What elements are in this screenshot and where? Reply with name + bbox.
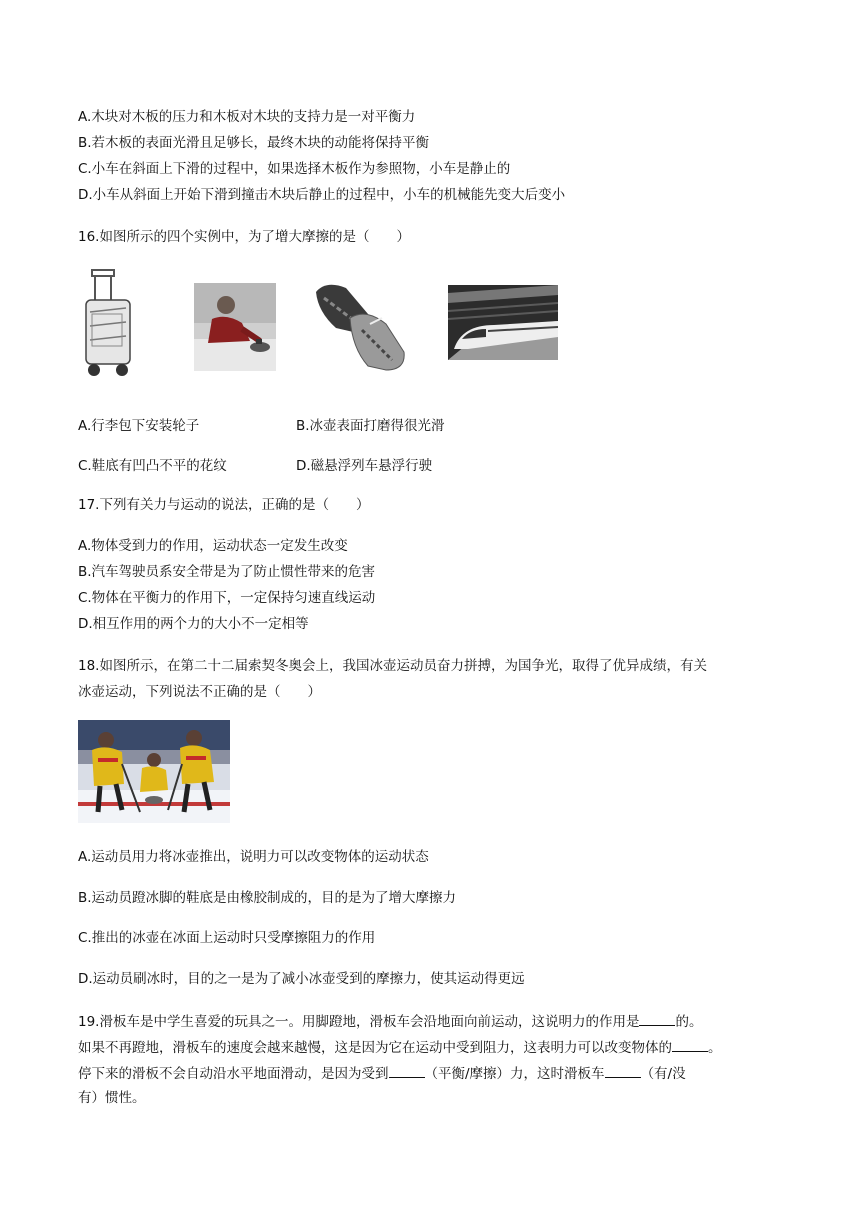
- sneakers-image: [306, 278, 408, 374]
- maglev-train-image: [448, 285, 558, 360]
- q19-line3: 停下来的滑板不会自动沿水平地面滑动，是因为受到 （平衡/摩擦）力，这时滑板车 （有/没: [78, 1063, 686, 1083]
- q16-option-d: D.磁悬浮列车悬浮行驶: [296, 458, 433, 474]
- q18-option-a: A.运动员用力将冰壶推出，说明力可以改变物体的运动状态: [78, 849, 429, 865]
- answer-blank-2[interactable]: [672, 1037, 708, 1052]
- answer-blank-1[interactable]: [639, 1011, 675, 1026]
- q18-option-b: B.运动员蹬冰脚的鞋底是由橡胶制成的，目的是为了增大摩擦力: [78, 890, 457, 906]
- q17-option-b: B.汽车驾驶员系安全带是为了防止惯性带来的危害: [78, 564, 376, 580]
- q18-option-d: D.运动员刷冰时，目的之一是为了减小冰壶受到的摩擦力，使其运动得更远: [78, 971, 525, 987]
- q16-stem: 16.如图所示的四个实例中，为了增大摩擦的是（ ）: [78, 229, 410, 245]
- curling-team-image: [78, 720, 230, 823]
- answer-blank-4[interactable]: [605, 1063, 641, 1078]
- answer-blank-3[interactable]: [389, 1063, 425, 1078]
- q18-stem-line1: 18.如图所示，在第二十二届索契冬奥会上，我国冰壶运动员奋力拼搏，为国争光，取得了优异成绩，有关: [78, 658, 707, 674]
- q17-option-d: D.相互作用的两个力的大小不一定相等: [78, 616, 309, 632]
- q19-line4: 有）惯性。: [78, 1090, 146, 1106]
- q17-option-a: A.物体受到力的作用，运动状态一定发生改变: [78, 538, 348, 554]
- q18-stem-line2: 冰壶运动，下列说法不正确的是（ ）: [78, 684, 321, 700]
- q16-option-b: B.冰壶表面打磨得很光滑: [296, 418, 445, 434]
- curling-athlete-image: [194, 283, 276, 371]
- q16-option-c: C.鞋底有凹凸不平的花纹: [78, 458, 227, 474]
- q15-option-a: A.木块对木板的压力和木板对木块的支持力是一对平衡力: [78, 109, 416, 125]
- q18-option-c: C.推出的冰壶在冰面上运动时只受摩擦阻力的作用: [78, 930, 376, 946]
- q15-option-c: C.小车在斜面上下滑的过程中，如果选择木板作为参照物，小车是静止的: [78, 161, 511, 177]
- q15-option-d: D.小车从斜面上开始下滑到撞击木块后静止的过程中，小车的机械能先变大后变小: [78, 187, 566, 203]
- q17-option-c: C.物体在平衡力的作用下，一定保持匀速直线运动: [78, 590, 376, 606]
- q15-option-b: B.若木板的表面光滑且足够长，最终木块的动能将保持平衡: [78, 135, 430, 151]
- q19-line1: 19.滑板车是中学生喜爱的玩具之一。用脚蹬地，滑板车会沿地面向前运动，这说明力的作用是 的。: [78, 1011, 702, 1031]
- q16-option-a: A.行李包下安装轮子: [78, 418, 200, 434]
- q17-stem: 17.下列有关力与运动的说法，正确的是（ ）: [78, 497, 370, 513]
- luggage-image: [78, 268, 140, 380]
- q19-line2: 如果不再蹬地，滑板车的速度会越来越慢，这是因为它在运动中受到阻力，这表明力可以改变物体的 。: [78, 1037, 722, 1057]
